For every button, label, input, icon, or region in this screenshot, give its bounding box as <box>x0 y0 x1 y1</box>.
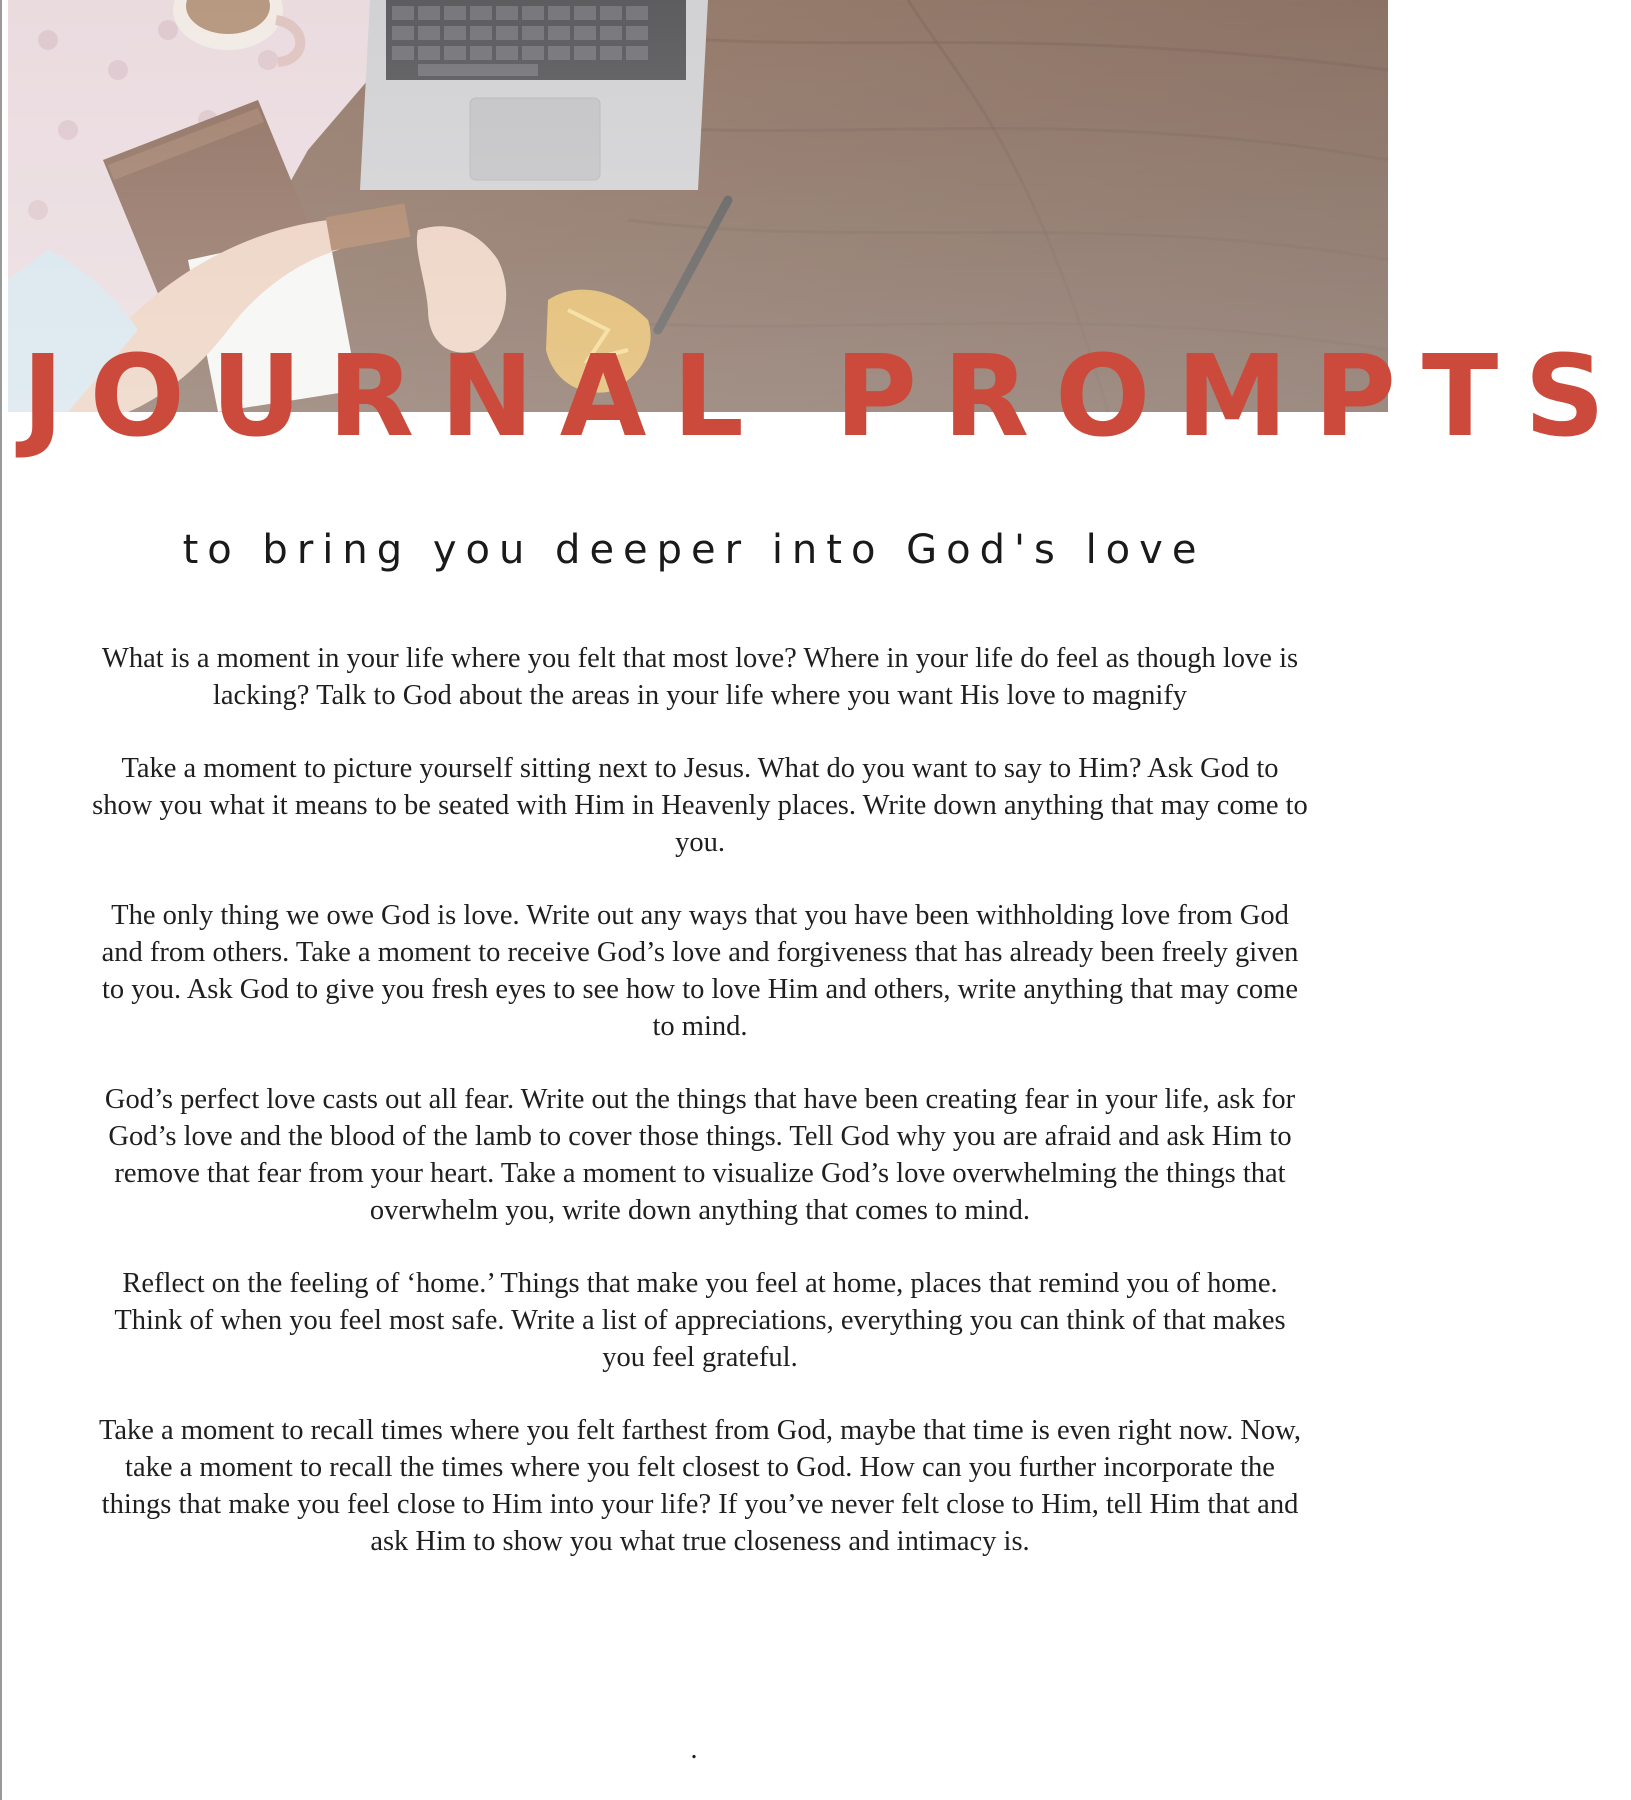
page-subtitle: to bring you deeper into God's love <box>182 527 1206 573</box>
page-left-border <box>0 0 2 1800</box>
journal-prompt-4: God’s perfect love casts out all fear. Write out the things that have been creating fear in your life, ask for God’s love and the blood of the lamb to cover those things. Tell God why you are afraid and ask Him to remove that fear from your heart. Take a moment to visualize God’s love overwhelming the things that overwhelm you, write down anything that comes to mind. <box>104 1084 1296 1226</box>
footer-dot: . <box>690 1734 698 1765</box>
journal-prompt-2: Take a moment to picture yourself sitting next to Jesus. What do you want to say to Him? Ask God to show you what it means to be seated with Him in Heavenly places. Write down anything that may come to you. <box>92 753 1308 858</box>
journal-prompt-6: Take a moment to recall times where you felt farthest from God, maybe that time is even right now. Now, take a moment to recall the times where you felt closest to God. How can you further incorporate the things that make you feel close to Him into your life? If you’ve never felt close to Him, tell Him that and ask Him to show you what true closeness and intimacy is. <box>98 1415 1302 1557</box>
journal-prompt-1: What is a moment in your life where you felt that most love? Where in your life do feel as though love is lacking? Talk to God about the areas in your life where you want His love to magnify <box>101 643 1299 711</box>
prompts-list <box>90 640 1310 1596</box>
journal-prompt-5: Reflect on the feeling of ‘home.’ Things that make you feel at home, places that remind you of home. Think of when you feel most safe. Write a list of appreciations, everything you can think of that makes you feel grateful. <box>114 1268 1286 1373</box>
journal-prompt-3: The only thing we owe God is love. Write out any ways that you have been withholding love from God and from others. Take a moment to receive God’s love and forgiveness that has already been freely given to you. Ask God to give you fresh eyes to see how to love Him and others, write anything that may come to mind. <box>101 900 1299 1042</box>
page-title: JOURNAL PROMPTS <box>22 332 1631 462</box>
